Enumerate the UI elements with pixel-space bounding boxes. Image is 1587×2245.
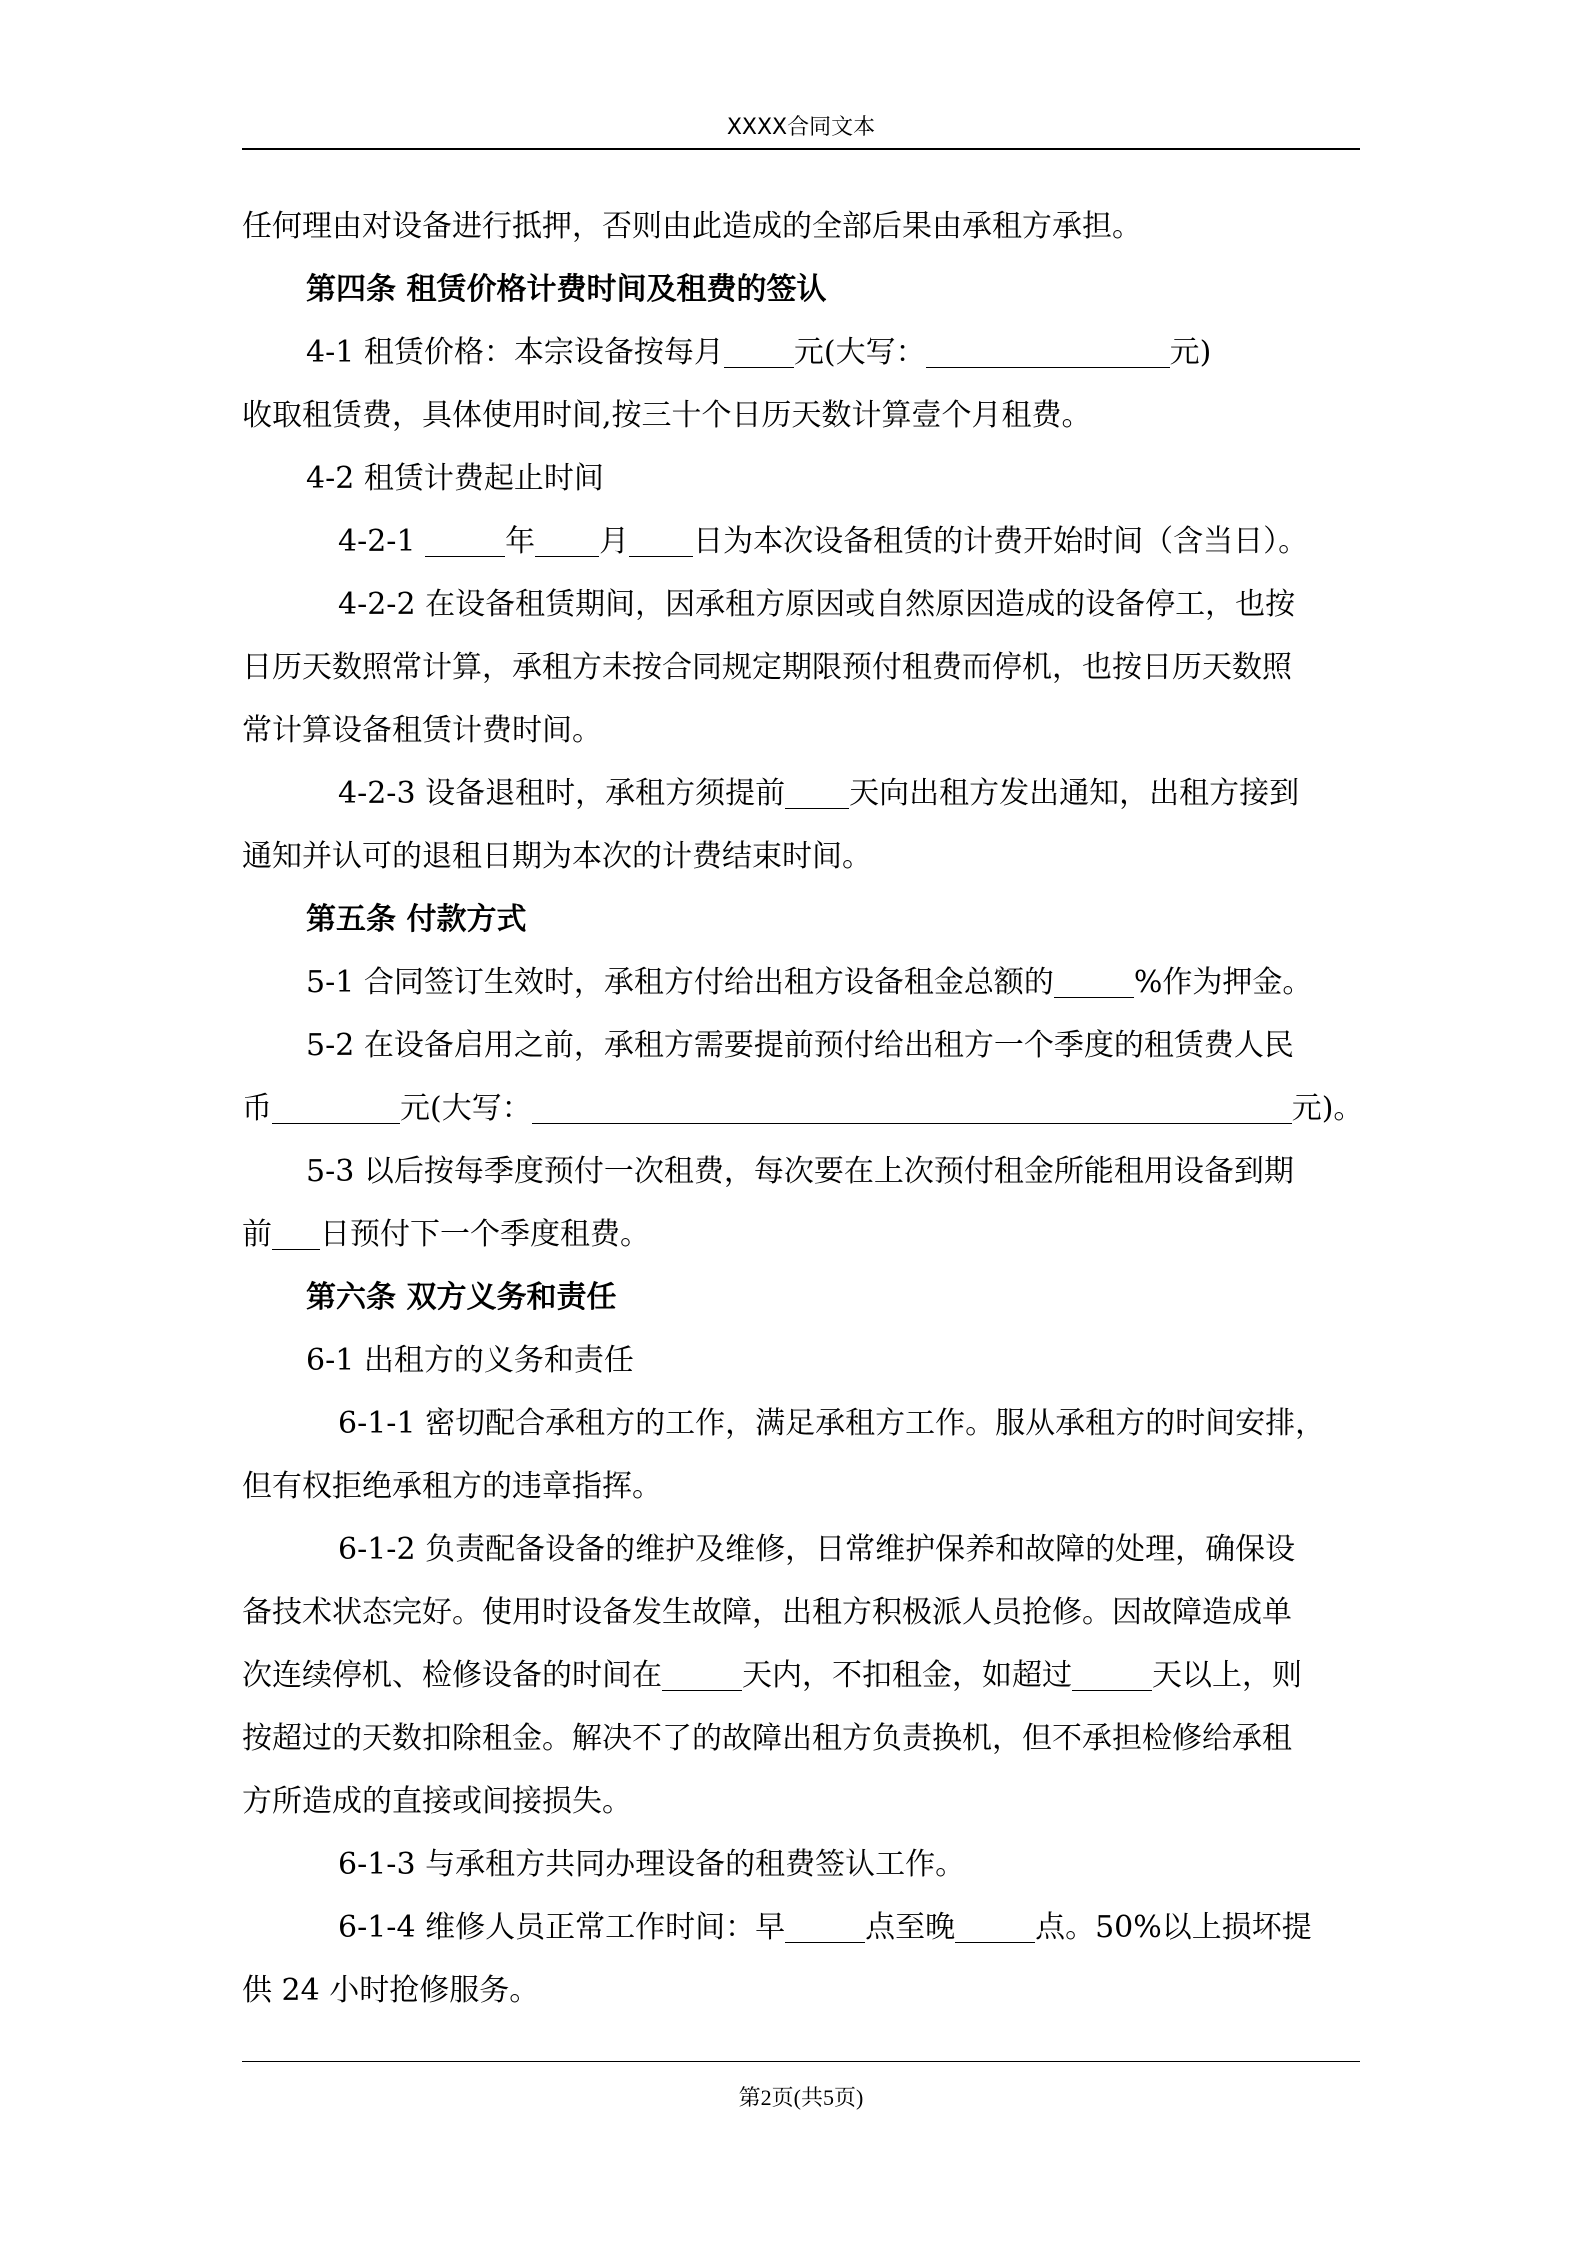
text: 第五条 付款方式: [306, 902, 527, 937]
paragraph-line: [242, 321, 1360, 384]
text: 备技术状态完好。使用时设备发生故障，出租方积极派人员抢修。因故障造成单: [242, 1595, 1292, 1630]
paragraph-line: [242, 447, 1360, 510]
paragraph-line: [242, 384, 1360, 447]
text: 次连续停机、检修设备的时间在: [242, 1658, 662, 1693]
text: 6-1-1 密切配合承租方的工作，满足承租方工作。服从承租方的时间安排，: [338, 1406, 1326, 1441]
contract-body: [242, 195, 1364, 2022]
text: 方所造成的直接或间接损失。: [242, 1784, 632, 1819]
text: 天以上，则: [1152, 1658, 1302, 1693]
text: 5-1 合同签订生效时，承租方付给出租方设备租金总额的: [306, 965, 1054, 1000]
text: 5-2 在设备启用之前，承租方需要提前预付给出租方一个季度的租赁费人民: [306, 1028, 1294, 1063]
text: 元): [1169, 335, 1212, 370]
text: 币: [242, 1091, 272, 1126]
fill-blank[interactable]: [955, 1912, 1035, 1943]
text: 前: [242, 1217, 272, 1252]
paragraph-line: [242, 951, 1360, 1014]
fill-blank[interactable]: [272, 1219, 320, 1250]
fill-blank[interactable]: [535, 526, 599, 557]
text: 第六条 双方义务和责任: [306, 1280, 617, 1315]
text: 日为本次设备租赁的计费开始时间（含当日）。: [693, 524, 1309, 559]
paragraph-line: [242, 1392, 1360, 1455]
fill-blank[interactable]: [785, 1912, 865, 1943]
page-number: 第2页(共5页): [738, 2085, 864, 2110]
fill-blank[interactable]: [1072, 1660, 1152, 1691]
paragraph-line: [242, 1581, 1360, 1644]
fill-blank[interactable]: [425, 526, 505, 557]
paragraph-line: [242, 1014, 1360, 1077]
page-header: XXXX合同文本: [726, 115, 876, 140]
text: %作为押金。: [1133, 965, 1313, 1000]
text: 日历天数照常计算，承租方未按合同规定期限预付租费而停机，也按日历天数照: [242, 650, 1292, 685]
header-divider: [242, 148, 1360, 150]
paragraph-line: [242, 1644, 1360, 1707]
text: 月: [599, 524, 630, 559]
paragraph-line: [242, 510, 1360, 573]
fill-blank[interactable]: [785, 778, 849, 809]
paragraph-line: [242, 195, 1360, 258]
text: 通知并认可的退租日期为本次的计费结束时间。: [242, 839, 872, 874]
text: 按超过的天数扣除租金。解决不了的故障出租方负责换机，但不承担检修给承租: [242, 1721, 1292, 1756]
text: 5-3 以后按每季度预付一次租费，每次要在上次预付租金所能租用设备到期: [306, 1154, 1294, 1189]
fill-blank[interactable]: [926, 337, 1170, 368]
paragraph-line: [242, 1077, 1364, 1140]
paragraph-line: [242, 699, 1360, 762]
footer-divider: [242, 2061, 1360, 2062]
paragraph-line: [242, 1329, 1360, 1392]
fill-blank[interactable]: [662, 1660, 742, 1691]
text: 天内，不扣租金，如超过: [742, 1658, 1072, 1693]
text: 日预付下一个季度租费。: [320, 1217, 650, 1252]
text: 6-1 出租方的义务和责任: [306, 1343, 634, 1378]
paragraph-line: [242, 636, 1360, 699]
text: 第四条 租赁价格计费时间及租费的签认: [306, 272, 827, 307]
text: 6-1-4 维修人员正常工作时间：早: [338, 1910, 786, 1945]
paragraph-line: [242, 1707, 1360, 1770]
article-heading: [242, 1266, 1360, 1329]
fill-blank[interactable]: [532, 1093, 1292, 1124]
text: 6-1-3 与承租方共同办理设备的租费签认工作。: [338, 1847, 966, 1882]
text: 4-2-3 设备退租时，承租方须提前: [338, 776, 786, 811]
fill-blank[interactable]: [1054, 967, 1134, 998]
text: 任何理由对设备进行抵押，否则由此造成的全部后果由承租方承担。: [242, 209, 1142, 244]
paragraph-line: [242, 1770, 1360, 1833]
text: 元(大写：: [793, 335, 926, 370]
article-heading: [242, 888, 1360, 951]
text: 但有权拒绝承租方的违章指挥。: [242, 1469, 662, 1504]
paragraph-line: [242, 762, 1360, 825]
paragraph-line: [242, 1959, 1360, 2022]
paragraph-line: [242, 1896, 1360, 1959]
text: 天向出租方发出通知，出租方接到: [849, 776, 1300, 811]
text: 常计算设备租赁计费时间。: [242, 713, 602, 748]
text: 年: [505, 524, 536, 559]
text: 4-2-2 在设备租赁期间，因承租方原因或自然原因造成的设备停工，也按: [338, 587, 1296, 622]
text: 6-1-2 负责配备设备的维护及维修，日常维护保养和故障的处理，确保设: [338, 1532, 1296, 1567]
text: 点至晚: [865, 1910, 956, 1945]
paragraph-line: [242, 1203, 1360, 1266]
paragraph-line: [242, 825, 1360, 888]
fill-blank[interactable]: [272, 1093, 400, 1124]
text: 元)。: [1291, 1091, 1364, 1126]
text: 4-2-1: [338, 524, 426, 559]
text: 4-2 租赁计费起止时间: [306, 461, 604, 496]
text: 元(大写：: [400, 1091, 532, 1126]
paragraph-line: [242, 1140, 1360, 1203]
fill-blank[interactable]: [629, 526, 693, 557]
fill-blank[interactable]: [724, 337, 794, 368]
text: 点。50%以上损坏提: [1035, 1910, 1312, 1945]
paragraph-line: [242, 1518, 1360, 1581]
article-heading: [242, 258, 1360, 321]
text: 供 24 小时抢修服务。: [242, 1973, 540, 2008]
paragraph-line: [242, 1833, 1360, 1896]
paragraph-line: [242, 1455, 1360, 1518]
text: 收取租赁费，具体使用时间,按三十个日历天数计算壹个月租费。: [242, 398, 1092, 433]
paragraph-line: [242, 573, 1360, 636]
text: 4-1 租赁价格：本宗设备按每月: [306, 335, 724, 370]
